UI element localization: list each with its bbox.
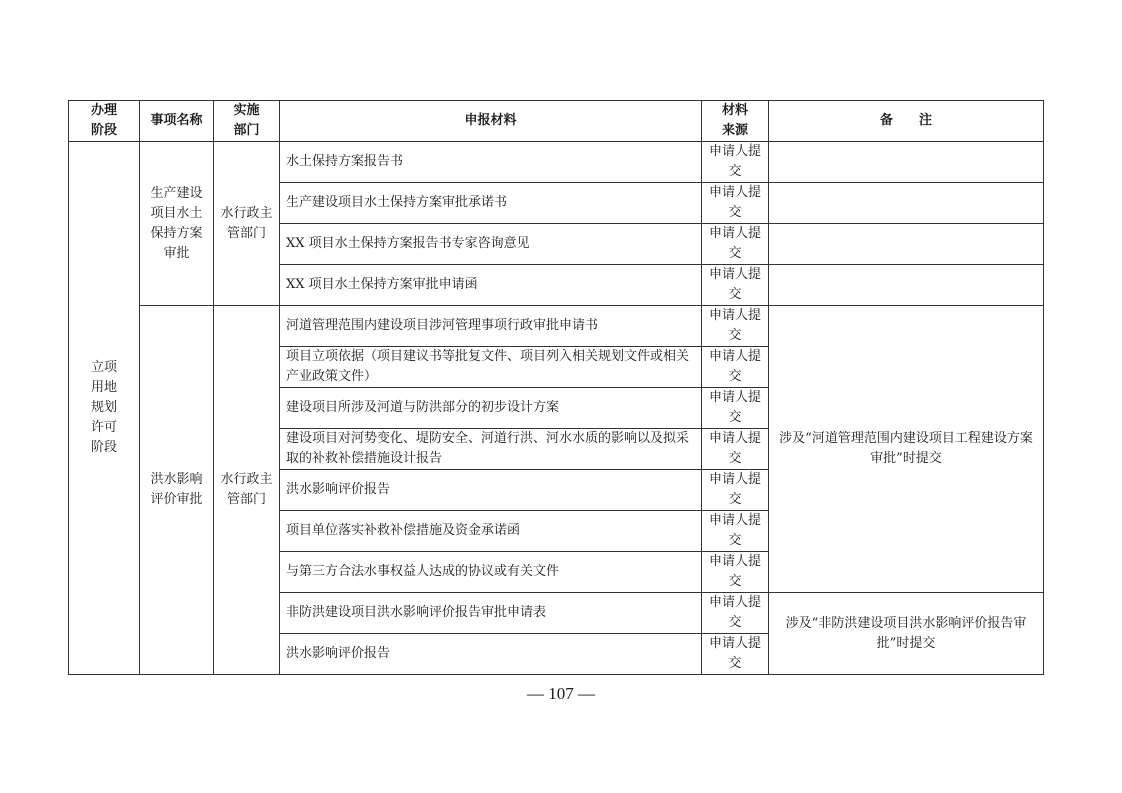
- remarks-cell: 涉及“非防洪建设项目洪水影响评价报告审批”时提交: [769, 593, 1044, 675]
- source-cell: 申请人提交: [702, 306, 769, 347]
- source-cell: 申请人提交: [702, 593, 769, 634]
- stage-cell: 立项用地规划许可阶段: [69, 142, 140, 675]
- header-item-name: 事项名称: [140, 101, 214, 142]
- source-cell: 申请人提交: [702, 142, 769, 183]
- source-cell: 申请人提交: [702, 265, 769, 306]
- material-cell: 项目立项依据（项目建议书等批复文件、项目列入相关规划文件或相关产业政策文件）: [280, 347, 702, 388]
- header-source: 材料来源: [702, 101, 769, 142]
- remarks-cell: [769, 142, 1044, 183]
- remarks-cell: [769, 265, 1044, 306]
- source-cell: 申请人提交: [702, 183, 769, 224]
- material-cell: 水土保持方案报告书: [280, 142, 702, 183]
- header-materials: 申报材料: [280, 101, 702, 142]
- remarks-cell: [769, 224, 1044, 265]
- material-cell: 建设项目所涉及河道与防洪部分的初步设计方案: [280, 388, 702, 429]
- remarks-cell: [769, 183, 1044, 224]
- table-row: [69, 306, 1044, 347]
- requirements-table: [68, 100, 1044, 675]
- material-cell: 与第三方合法水事权益人达成的协议或有关文件: [280, 552, 702, 593]
- source-cell: 申请人提交: [702, 511, 769, 552]
- item-name-cell: 生产建设项目水土保持方案审批: [140, 142, 214, 306]
- table-row: [69, 142, 1044, 183]
- material-cell: 河道管理范围内建设项目涉河管理事项行政审批申请书: [280, 306, 702, 347]
- source-cell: 申请人提交: [702, 634, 769, 675]
- header-stage: 办理阶段: [69, 101, 140, 142]
- source-cell: 申请人提交: [702, 347, 769, 388]
- material-cell: XX 项目水土保持方案报告书专家咨询意见: [280, 224, 702, 265]
- header-row: [69, 101, 1044, 142]
- header-dept: 实施部门: [214, 101, 280, 142]
- material-cell: 项目单位落实补救补偿措施及资金承诺函: [280, 511, 702, 552]
- source-cell: 申请人提交: [702, 552, 769, 593]
- source-cell: 申请人提交: [702, 224, 769, 265]
- item-name-cell: 洪水影响评价审批: [140, 306, 214, 675]
- source-cell: 申请人提交: [702, 470, 769, 511]
- material-cell: 非防洪建设项目洪水影响评价报告审批申请表: [280, 593, 702, 634]
- source-cell: 申请人提交: [702, 388, 769, 429]
- page-number: — 107 —: [527, 684, 595, 703]
- material-cell: 洪水影响评价报告: [280, 634, 702, 675]
- material-cell: XX 项目水土保持方案审批申请函: [280, 265, 702, 306]
- dept-cell: 水行政主管部门: [214, 306, 280, 675]
- material-cell: 建设项目对河势变化、堤防安全、河道行洪、河水水质的影响以及拟采取的补救补偿措施设计报告: [280, 429, 702, 470]
- remarks-cell: 涉及“河道管理范围内建设项目工程建设方案审批”时提交: [769, 306, 1044, 593]
- material-cell: 生产建设项目水土保持方案审批承诺书: [280, 183, 702, 224]
- material-cell: 洪水影响评价报告: [280, 470, 702, 511]
- source-cell: 申请人提交: [702, 429, 769, 470]
- header-remarks: 备 注: [769, 101, 1044, 142]
- dept-cell: 水行政主管部门: [214, 142, 280, 306]
